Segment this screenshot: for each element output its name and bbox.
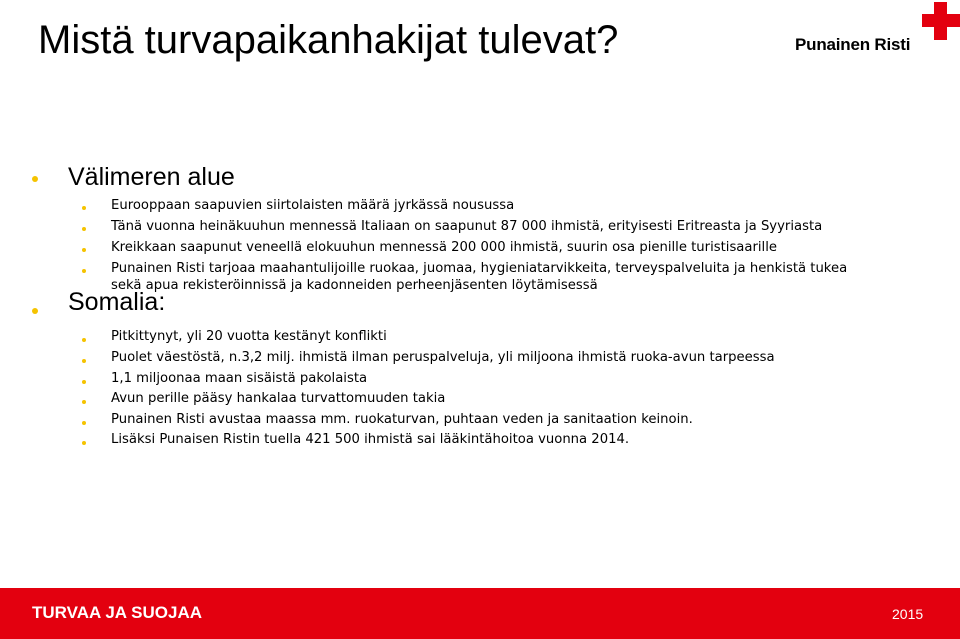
bullet-icon (82, 380, 86, 384)
section-heading-mediterranean: Välimeren alue (68, 163, 235, 191)
logo-text: Punainen Risti (795, 35, 911, 54)
red-cross-icon (922, 2, 960, 40)
footer-slogan: TURVAA JA SUOJAA (32, 603, 203, 622)
bullet-icon (82, 359, 86, 363)
list-item: Eurooppaan saapuvien siirtolaisten määrä jyrkässä nousussa (111, 198, 515, 213)
list-item: 1,1 miljoonaa maan sisäistä pakolaista (111, 371, 368, 386)
bullet-icon (32, 176, 38, 182)
list-item-continuation: sekä apua rekisteröinnissä ja kadonneiden perheenjäsenten löytämisessä (111, 278, 598, 293)
slide-title: Mistä turvapaikanhakijat tulevat? (38, 18, 619, 62)
bullet-icon (82, 269, 86, 273)
bullet-icon (82, 400, 86, 404)
bullet-icon (82, 227, 86, 231)
footer-bar (0, 588, 960, 639)
list-item: Kreikkaan saapunut veneellä elokuuhun mennessä 200 000 ihmistä, suurin osa pienille turistisaarille (111, 240, 778, 255)
list-item: Avun perille pääsy hankalaa turvattomuuden takia (111, 391, 446, 406)
bullet-icon (82, 206, 86, 210)
bullet-icon (82, 338, 86, 342)
bullet-icon (82, 441, 86, 445)
footer-year: 2015 (892, 606, 924, 622)
list-item: Lisäksi Punaisen Ristin tuella 421 500 ihmistä sai lääkintähoitoa vuonna 2014. (111, 432, 630, 447)
bullet-icon (32, 308, 38, 314)
section-heading-somalia: Somalia: (68, 288, 166, 316)
bullet-icon (82, 248, 86, 252)
list-item: Punainen Risti avustaa maassa mm. ruokaturvan, puhtaan veden ja sanitaation keinoin. (111, 412, 693, 427)
bullet-icon (82, 421, 86, 425)
list-item: Puolet väestöstä, n.3,2 milj. ihmistä ilman peruspalveluja, yli miljoona ihmistä ruoka-avun tarpeessa (111, 350, 775, 365)
list-item: Tänä vuonna heinäkuuhun mennessä Italiaan on saapunut 87 000 ihmistä, erityisesti Eritreasta ja Syyriasta (111, 219, 823, 234)
list-item: Punainen Risti tarjoaa maahantulijoille ruokaa, juomaa, hygieniatarvikkeita, terveyspalveluita ja henkistä tukea (111, 261, 848, 276)
list-item: Pitkittynyt, yli 20 vuotta kestänyt konflikti (111, 329, 387, 344)
